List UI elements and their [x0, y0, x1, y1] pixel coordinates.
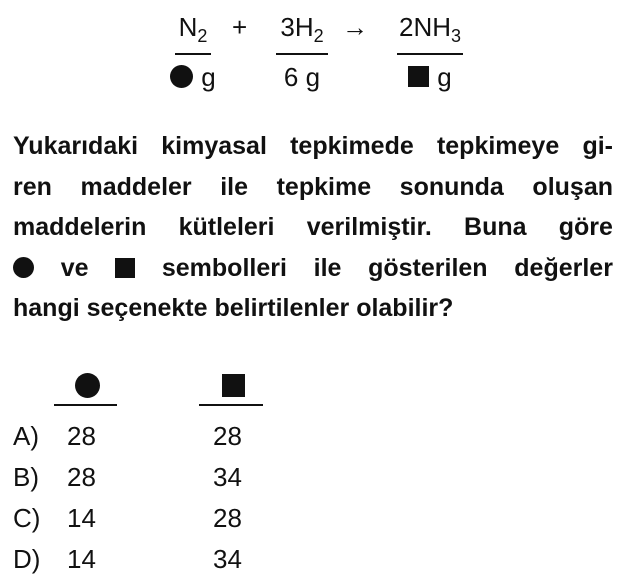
h2-mass: 6 g [283, 61, 321, 92]
question-line-2: ren maddeler ile tepkime sonunda oluşan [13, 172, 613, 201]
option-value-square: 34 [213, 462, 242, 492]
nh3-formula: $2NH_3$ [398, 12, 462, 46]
option-letter: A) [13, 421, 39, 451]
n2-mass: g [163, 63, 223, 91]
question-line-1: Yukarıdaki kimyasal tepkimede tepkimeye gi- [13, 132, 613, 160]
reactant-n2 [163, 13, 223, 91]
option-value-square: 28 [213, 503, 242, 533]
option-letter: D) [13, 544, 41, 574]
option-value-square: 28 [213, 421, 242, 451]
question-text [13, 126, 613, 329]
option-value-circle: 28 [67, 462, 96, 492]
question-line-4: ve sembolleri ile gösterilen değerler [13, 248, 613, 289]
column-header-rule-2 [199, 404, 263, 406]
h2-formula: $3H_2$ [280, 12, 324, 46]
reactant-h2 [262, 13, 342, 91]
column-header-square-icon [222, 374, 245, 397]
option-letter: B) [13, 462, 39, 492]
column-header-circle-icon [75, 373, 100, 398]
option-value-circle: 28 [67, 421, 96, 451]
nh3-fraction-bar [397, 53, 463, 55]
option-value-circle: 14 [67, 544, 96, 574]
square-symbol-icon [408, 66, 429, 87]
question-line-3: maddelerin kütleleri verilmiştir. Buna göre [13, 213, 613, 241]
circle-symbol-icon [13, 257, 34, 278]
square-symbol-icon [115, 258, 135, 278]
n2-fraction-bar [175, 53, 211, 55]
reaction-arrow: → [342, 12, 368, 42]
question-line-5: hangi seçenekte belirtilenler olabilir? [13, 294, 454, 322]
column-header-rule-1 [54, 404, 117, 406]
plus-sign: + [232, 12, 248, 42]
h2-fraction-bar [276, 53, 328, 55]
product-nh3 [384, 13, 476, 91]
option-value-circle: 14 [67, 503, 96, 533]
circle-symbol-icon [170, 65, 193, 88]
option-letter: C) [13, 503, 41, 533]
chemical-equation [0, 0, 624, 110]
option-value-square: 34 [213, 544, 242, 574]
nh3-mass: g [384, 63, 476, 91]
n2-formula: $N_2$ [178, 12, 208, 46]
